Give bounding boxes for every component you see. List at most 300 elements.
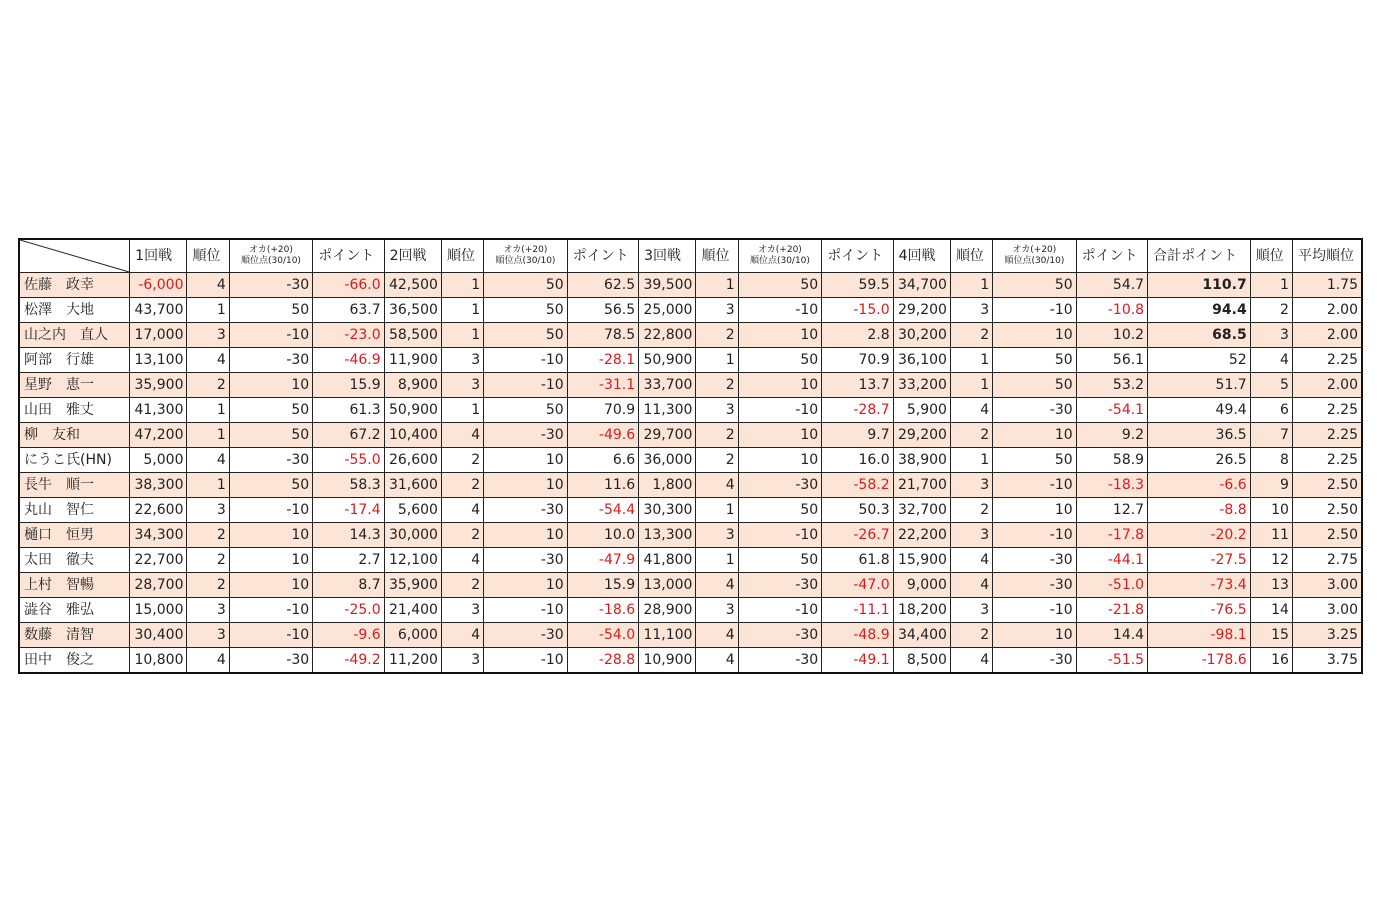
cell-final-rank: 11: [1250, 523, 1292, 548]
header-rank4: 順位: [950, 239, 992, 273]
cell-point-r2: -54.4: [567, 498, 638, 523]
cell-score-r4: 22,200: [893, 523, 950, 548]
player-name: 上村 智暢: [19, 573, 130, 598]
cell-point-r4: -21.8: [1076, 598, 1147, 623]
cell-rank-r2: 1: [441, 273, 483, 298]
cell-average-rank: 2.75: [1292, 548, 1362, 573]
cell-point-r4: 12.7: [1076, 498, 1147, 523]
cell-rank-r3: 3: [696, 298, 738, 323]
cell-oka-r1: 50: [229, 473, 312, 498]
cell-oka-r1: 10: [229, 573, 312, 598]
cell-final-rank: 9: [1250, 473, 1292, 498]
player-name: 長牛 順一: [19, 473, 130, 498]
cell-score-r3: 36,000: [639, 448, 696, 473]
table-row: [19, 623, 1362, 648]
cell-average-rank: 1.75: [1292, 273, 1362, 298]
cell-score-r3: 1,800: [639, 473, 696, 498]
header-round3: 3回戦: [639, 239, 696, 273]
header-point3: ポイント: [822, 239, 893, 273]
player-name: 阿部 行雄: [19, 348, 130, 373]
cell-oka-r1: -30: [229, 273, 312, 298]
cell-score-r2: 11,900: [384, 348, 441, 373]
cell-rank-r1: 2: [187, 548, 229, 573]
cell-point-r1: -9.6: [313, 623, 384, 648]
cell-oka-r4: 10: [993, 323, 1076, 348]
cell-point-r4: -18.3: [1076, 473, 1147, 498]
cell-rank-r3: 3: [696, 598, 738, 623]
cell-point-r2: -28.1: [567, 348, 638, 373]
cell-rank-r4: 3: [950, 523, 992, 548]
cell-average-rank: 2.00: [1292, 323, 1362, 348]
cell-score-r3: 39,500: [639, 273, 696, 298]
cell-rank-r1: 4: [187, 448, 229, 473]
cell-score-r2: 21,400: [384, 598, 441, 623]
cell-point-r3: -49.1: [822, 648, 893, 674]
cell-oka-r1: 10: [229, 523, 312, 548]
cell-rank-r1: 1: [187, 298, 229, 323]
cell-point-r3: 9.7: [822, 423, 893, 448]
cell-oka-r2: 50: [484, 298, 567, 323]
cell-point-r4: -51.0: [1076, 573, 1147, 598]
cell-point-r3: 16.0: [822, 448, 893, 473]
cell-rank-r4: 2: [950, 623, 992, 648]
cell-oka-r3: -10: [738, 598, 821, 623]
results-table: [18, 238, 1363, 674]
cell-point-r4: -44.1: [1076, 548, 1147, 573]
cell-rank-r4: 3: [950, 298, 992, 323]
cell-oka-r2: 10: [484, 573, 567, 598]
cell-oka-r1: 10: [229, 548, 312, 573]
cell-total-points: -73.4: [1148, 573, 1251, 598]
player-name: 数藤 清智: [19, 623, 130, 648]
cell-rank-r1: 3: [187, 598, 229, 623]
cell-point-r3: 50.3: [822, 498, 893, 523]
cell-rank-r2: 4: [441, 548, 483, 573]
cell-point-r1: 63.7: [313, 298, 384, 323]
cell-rank-r3: 2: [696, 373, 738, 398]
cell-total-points: -178.6: [1148, 648, 1251, 674]
cell-oka-r3: -10: [738, 398, 821, 423]
cell-score-r1: 30,400: [130, 623, 187, 648]
cell-score-r4: 33,200: [893, 373, 950, 398]
cell-point-r1: -66.0: [313, 273, 384, 298]
cell-score-r3: 11,300: [639, 398, 696, 423]
cell-point-r4: -10.8: [1076, 298, 1147, 323]
cell-rank-r2: 2: [441, 473, 483, 498]
cell-rank-r1: 3: [187, 498, 229, 523]
cell-score-r2: 35,900: [384, 573, 441, 598]
cell-point-r1: -46.9: [313, 348, 384, 373]
cell-rank-r4: 4: [950, 573, 992, 598]
cell-final-rank: 1: [1250, 273, 1292, 298]
cell-score-r1: 15,000: [130, 598, 187, 623]
cell-average-rank: 2.50: [1292, 523, 1362, 548]
cell-point-r3: -15.0: [822, 298, 893, 323]
cell-oka-r2: -10: [484, 373, 567, 398]
cell-score-r2: 26,600: [384, 448, 441, 473]
cell-rank-r3: 1: [696, 348, 738, 373]
table-row: [19, 498, 1362, 523]
cell-average-rank: 2.25: [1292, 398, 1362, 423]
cell-final-rank: 8: [1250, 448, 1292, 473]
cell-score-r4: 32,700: [893, 498, 950, 523]
cell-oka-r2: 50: [484, 398, 567, 423]
cell-oka-r1: -10: [229, 498, 312, 523]
cell-score-r3: 50,900: [639, 348, 696, 373]
cell-oka-r3: 10: [738, 448, 821, 473]
cell-oka-r2: 10: [484, 523, 567, 548]
table-row: [19, 423, 1362, 448]
cell-score-r3: 22,800: [639, 323, 696, 348]
cell-point-r3: 70.9: [822, 348, 893, 373]
cell-oka-r3: -30: [738, 473, 821, 498]
cell-total-points: 49.4: [1148, 398, 1251, 423]
cell-score-r1: 22,600: [130, 498, 187, 523]
header-oka3: オカ(+20) 順位点(30/10): [738, 239, 821, 273]
cell-score-r2: 58,500: [384, 323, 441, 348]
cell-score-r4: 38,900: [893, 448, 950, 473]
cell-rank-r3: 2: [696, 423, 738, 448]
cell-point-r3: -26.7: [822, 523, 893, 548]
cell-oka-r4: 50: [993, 448, 1076, 473]
cell-score-r4: 29,200: [893, 423, 950, 448]
cell-score-r2: 12,100: [384, 548, 441, 573]
cell-point-r2: -18.6: [567, 598, 638, 623]
cell-score-r2: 5,600: [384, 498, 441, 523]
cell-point-r2: 70.9: [567, 398, 638, 423]
cell-score-r2: 30,000: [384, 523, 441, 548]
cell-oka-r4: -10: [993, 298, 1076, 323]
table-row: [19, 273, 1362, 298]
cell-point-r1: 2.7: [313, 548, 384, 573]
player-name: 山之内 直人: [19, 323, 130, 348]
cell-point-r4: 10.2: [1076, 323, 1147, 348]
cell-average-rank: 3.00: [1292, 573, 1362, 598]
cell-oka-r1: -10: [229, 323, 312, 348]
cell-rank-r4: 1: [950, 448, 992, 473]
cell-point-r1: 15.9: [313, 373, 384, 398]
table-row: [19, 323, 1362, 348]
cell-rank-r2: 3: [441, 348, 483, 373]
cell-rank-r4: 4: [950, 648, 992, 674]
cell-point-r3: 59.5: [822, 273, 893, 298]
cell-final-rank: 13: [1250, 573, 1292, 598]
cell-point-r4: -51.5: [1076, 648, 1147, 674]
table-row: [19, 298, 1362, 323]
cell-score-r4: 29,200: [893, 298, 950, 323]
header-row: [19, 239, 1362, 273]
cell-rank-r3: 4: [696, 623, 738, 648]
cell-score-r4: 9,000: [893, 573, 950, 598]
cell-score-r1: 47,200: [130, 423, 187, 448]
cell-rank-r2: 1: [441, 323, 483, 348]
cell-oka-r4: 50: [993, 373, 1076, 398]
cell-average-rank: 3.75: [1292, 648, 1362, 674]
cell-average-rank: 2.25: [1292, 448, 1362, 473]
table-row: [19, 373, 1362, 398]
player-name: 星野 恵一: [19, 373, 130, 398]
cell-oka-r4: 10: [993, 498, 1076, 523]
cell-point-r3: -47.0: [822, 573, 893, 598]
cell-oka-r3: 10: [738, 423, 821, 448]
cell-score-r4: 34,400: [893, 623, 950, 648]
header-total-points: 合計ポイント: [1148, 239, 1251, 273]
cell-oka-r2: 50: [484, 273, 567, 298]
cell-rank-r1: 3: [187, 323, 229, 348]
header-oka1: オカ(+20) 順位点(30/10): [229, 239, 312, 273]
cell-oka-r2: 10: [484, 448, 567, 473]
cell-score-r3: 33,700: [639, 373, 696, 398]
cell-score-r1: 13,100: [130, 348, 187, 373]
header-rank1: 順位: [187, 239, 229, 273]
player-name: 山田 雅丈: [19, 398, 130, 423]
cell-point-r2: 6.6: [567, 448, 638, 473]
table-row: [19, 523, 1362, 548]
header-point4: ポイント: [1076, 239, 1147, 273]
cell-score-r4: 15,900: [893, 548, 950, 573]
cell-oka-r2: -30: [484, 498, 567, 523]
cell-point-r4: -17.8: [1076, 523, 1147, 548]
player-name: 太田 徹夫: [19, 548, 130, 573]
cell-rank-r3: 4: [696, 473, 738, 498]
cell-total-points: 68.5: [1148, 323, 1251, 348]
cell-average-rank: 2.25: [1292, 348, 1362, 373]
cell-rank-r4: 2: [950, 323, 992, 348]
cell-rank-r3: 4: [696, 573, 738, 598]
cell-point-r3: -28.7: [822, 398, 893, 423]
player-name: 丸山 智仁: [19, 498, 130, 523]
cell-rank-r4: 2: [950, 423, 992, 448]
table-row: [19, 398, 1362, 423]
cell-oka-r3: 50: [738, 498, 821, 523]
cell-rank-r1: 1: [187, 473, 229, 498]
cell-final-rank: 12: [1250, 548, 1292, 573]
cell-oka-r1: -30: [229, 448, 312, 473]
cell-rank-r4: 1: [950, 373, 992, 398]
cell-total-points: -6.6: [1148, 473, 1251, 498]
cell-oka-r3: 10: [738, 373, 821, 398]
cell-score-r3: 10,900: [639, 648, 696, 674]
cell-point-r1: -25.0: [313, 598, 384, 623]
cell-oka-r4: 10: [993, 623, 1076, 648]
cell-rank-r1: 1: [187, 423, 229, 448]
cell-oka-r2: -10: [484, 648, 567, 674]
cell-rank-r2: 4: [441, 623, 483, 648]
cell-point-r2: 11.6: [567, 473, 638, 498]
cell-oka-r1: 50: [229, 398, 312, 423]
cell-rank-r1: 4: [187, 648, 229, 674]
cell-oka-r3: 50: [738, 548, 821, 573]
cell-rank-r2: 3: [441, 598, 483, 623]
cell-point-r2: 56.5: [567, 298, 638, 323]
cell-rank-r2: 2: [441, 448, 483, 473]
table-body: [19, 273, 1362, 674]
cell-rank-r4: 3: [950, 598, 992, 623]
diagonal-line: [20, 240, 129, 272]
cell-rank-r3: 1: [696, 498, 738, 523]
cell-rank-r1: 2: [187, 573, 229, 598]
cell-final-rank: 15: [1250, 623, 1292, 648]
cell-point-r2: 78.5: [567, 323, 638, 348]
cell-score-r3: 29,700: [639, 423, 696, 448]
header-round1: 1回戦: [130, 239, 187, 273]
cell-rank-r2: 4: [441, 498, 483, 523]
cell-rank-r4: 4: [950, 398, 992, 423]
cell-point-r1: 14.3: [313, 523, 384, 548]
table-row: [19, 348, 1362, 373]
cell-oka-r4: -30: [993, 398, 1076, 423]
cell-rank-r3: 4: [696, 648, 738, 674]
cell-point-r4: 53.2: [1076, 373, 1147, 398]
cell-oka-r1: -10: [229, 623, 312, 648]
cell-score-r1: 17,000: [130, 323, 187, 348]
cell-score-r2: 10,400: [384, 423, 441, 448]
cell-oka-r4: 10: [993, 423, 1076, 448]
header-oka4: オカ(+20) 順位点(30/10): [993, 239, 1076, 273]
cell-oka-r1: -30: [229, 348, 312, 373]
cell-point-r2: 10.0: [567, 523, 638, 548]
cell-oka-r1: 50: [229, 423, 312, 448]
cell-score-r2: 42,500: [384, 273, 441, 298]
cell-oka-r2: 50: [484, 323, 567, 348]
table-row: [19, 448, 1362, 473]
cell-point-r1: 61.3: [313, 398, 384, 423]
cell-average-rank: 3.25: [1292, 623, 1362, 648]
cell-average-rank: 2.00: [1292, 373, 1362, 398]
cell-oka-r4: -10: [993, 523, 1076, 548]
cell-point-r4: 14.4: [1076, 623, 1147, 648]
cell-average-rank: 2.50: [1292, 498, 1362, 523]
table-row: [19, 648, 1362, 674]
cell-rank-r1: 4: [187, 273, 229, 298]
cell-oka-r3: -10: [738, 523, 821, 548]
cell-score-r4: 30,200: [893, 323, 950, 348]
cell-point-r1: -23.0: [313, 323, 384, 348]
cell-average-rank: 2.50: [1292, 473, 1362, 498]
cell-final-rank: 10: [1250, 498, 1292, 523]
cell-total-points: 110.7: [1148, 273, 1251, 298]
cell-oka-r4: -30: [993, 548, 1076, 573]
header-rank3: 順位: [696, 239, 738, 273]
cell-point-r2: 15.9: [567, 573, 638, 598]
cell-point-r3: -11.1: [822, 598, 893, 623]
table-row: [19, 548, 1362, 573]
cell-oka-r2: -30: [484, 548, 567, 573]
table-row: [19, 598, 1362, 623]
cell-oka-r1: -30: [229, 648, 312, 674]
cell-point-r2: -47.9: [567, 548, 638, 573]
cell-oka-r2: -10: [484, 348, 567, 373]
cell-total-points: -8.8: [1148, 498, 1251, 523]
cell-total-points: -27.5: [1148, 548, 1251, 573]
cell-point-r3: -58.2: [822, 473, 893, 498]
cell-score-r2: 50,900: [384, 398, 441, 423]
player-name: 澁谷 雅弘: [19, 598, 130, 623]
table-row: [19, 573, 1362, 598]
header-point1: ポイント: [313, 239, 384, 273]
cell-oka-r4: -30: [993, 573, 1076, 598]
cell-score-r2: 31,600: [384, 473, 441, 498]
cell-rank-r2: 4: [441, 423, 483, 448]
cell-point-r1: -49.2: [313, 648, 384, 674]
cell-score-r2: 11,200: [384, 648, 441, 674]
cell-oka-r3: -30: [738, 623, 821, 648]
cell-oka-r3: 10: [738, 323, 821, 348]
player-name: 松澤 大地: [19, 298, 130, 323]
cell-total-points: 94.4: [1148, 298, 1251, 323]
cell-oka-r4: -30: [993, 648, 1076, 674]
cell-final-rank: 16: [1250, 648, 1292, 674]
cell-oka-r1: -10: [229, 598, 312, 623]
cell-score-r4: 36,100: [893, 348, 950, 373]
cell-score-r3: 28,900: [639, 598, 696, 623]
player-name: 樋口 恒男: [19, 523, 130, 548]
cell-rank-r4: 4: [950, 548, 992, 573]
cell-oka-r3: -30: [738, 648, 821, 674]
cell-final-rank: 2: [1250, 298, 1292, 323]
cell-point-r2: -49.6: [567, 423, 638, 448]
cell-score-r4: 18,200: [893, 598, 950, 623]
cell-rank-r3: 1: [696, 548, 738, 573]
cell-score-r2: 36,500: [384, 298, 441, 323]
cell-score-r1: 34,300: [130, 523, 187, 548]
cell-rank-r2: 3: [441, 648, 483, 674]
cell-oka-r1: 10: [229, 373, 312, 398]
corner-diagonal-cell: [19, 239, 130, 273]
cell-average-rank: 2.25: [1292, 423, 1362, 448]
cell-rank-r3: 3: [696, 398, 738, 423]
cell-score-r1: 43,700: [130, 298, 187, 323]
cell-score-r1: 5,000: [130, 448, 187, 473]
cell-average-rank: 3.00: [1292, 598, 1362, 623]
cell-score-r1: 10,800: [130, 648, 187, 674]
cell-rank-r1: 4: [187, 348, 229, 373]
cell-final-rank: 4: [1250, 348, 1292, 373]
cell-total-points: 36.5: [1148, 423, 1251, 448]
player-name: 佐藤 政幸: [19, 273, 130, 298]
cell-total-points: 51.7: [1148, 373, 1251, 398]
cell-score-r2: 6,000: [384, 623, 441, 648]
cell-total-points: 26.5: [1148, 448, 1251, 473]
cell-rank-r1: 2: [187, 373, 229, 398]
cell-rank-r3: 2: [696, 448, 738, 473]
cell-score-r3: 11,100: [639, 623, 696, 648]
cell-score-r4: 34,700: [893, 273, 950, 298]
cell-rank-r4: 1: [950, 348, 992, 373]
cell-score-r3: 13,300: [639, 523, 696, 548]
cell-score-r1: -6,000: [130, 273, 187, 298]
cell-point-r3: 61.8: [822, 548, 893, 573]
cell-oka-r4: -10: [993, 473, 1076, 498]
cell-point-r4: 56.1: [1076, 348, 1147, 373]
cell-rank-r2: 2: [441, 523, 483, 548]
table-row: [19, 473, 1362, 498]
cell-oka-r2: -10: [484, 598, 567, 623]
player-name: にうこ氏(HN): [19, 448, 130, 473]
cell-rank-r2: 1: [441, 298, 483, 323]
cell-point-r4: 9.2: [1076, 423, 1147, 448]
player-name: 柳 友和: [19, 423, 130, 448]
cell-final-rank: 7: [1250, 423, 1292, 448]
cell-point-r1: 8.7: [313, 573, 384, 598]
cell-final-rank: 3: [1250, 323, 1292, 348]
cell-rank-r1: 3: [187, 623, 229, 648]
cell-rank-r3: 1: [696, 273, 738, 298]
cell-score-r4: 21,700: [893, 473, 950, 498]
cell-average-rank: 2.00: [1292, 298, 1362, 323]
cell-total-points: -76.5: [1148, 598, 1251, 623]
header-final-rank: 順位: [1250, 239, 1292, 273]
